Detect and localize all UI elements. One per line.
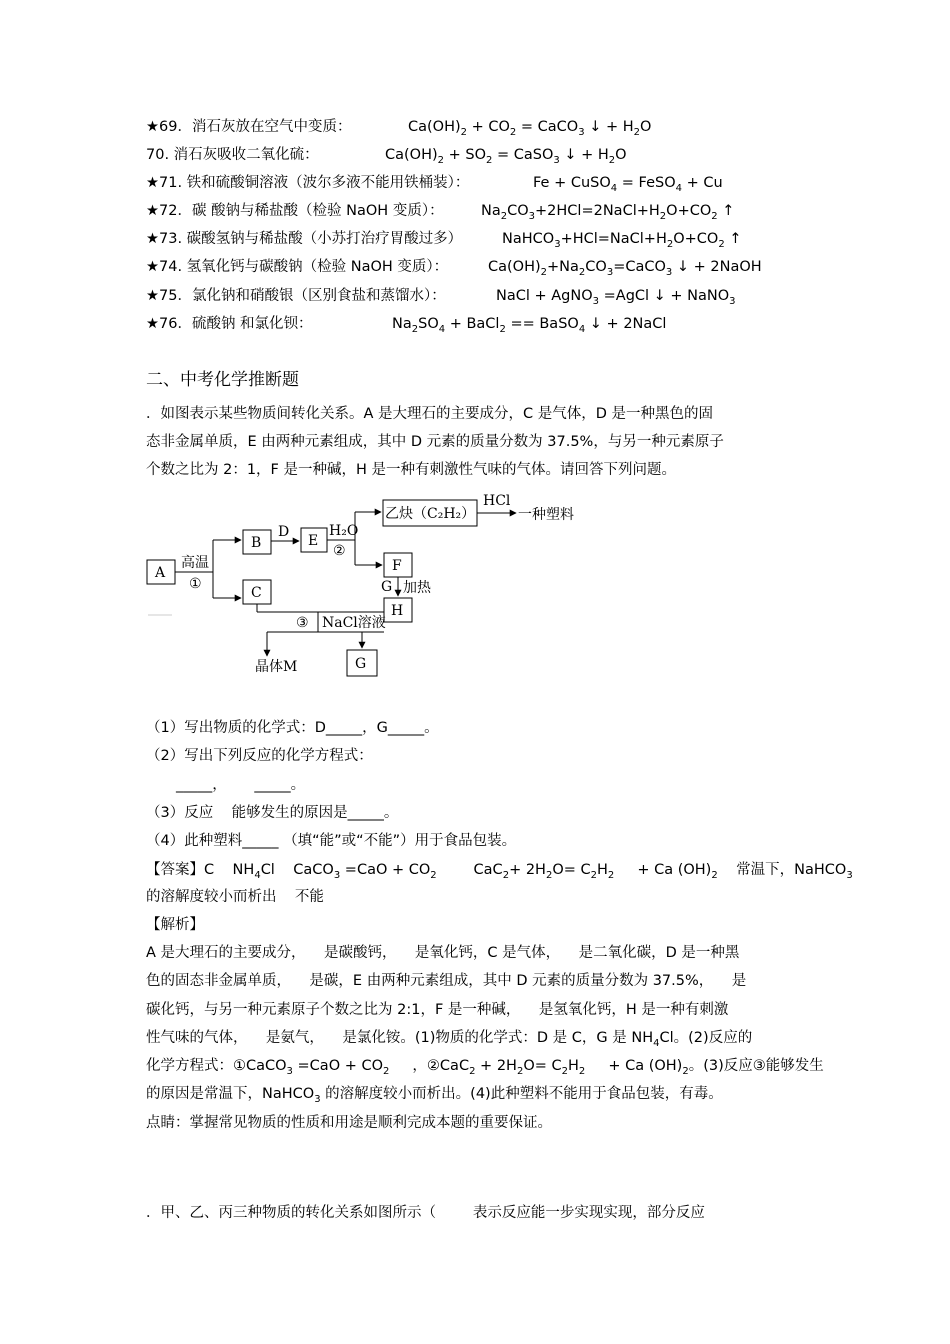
node-g-box: G	[355, 656, 367, 672]
analysis-title: 【解析】	[146, 917, 204, 933]
reaction-equation: $Na_2SO_4$ + BaCl$_2$ == BaSO$_4$ ↓ + 2NaCl	[392, 316, 667, 335]
reaction-label: ★71. 铁和硫酸铜溶液（波尔多液不能用铁桶装）：	[146, 175, 470, 191]
question-line: （1）写出物质的化学式：D_____，G_____。	[146, 720, 439, 736]
label-plastic: 一种塑料	[518, 507, 574, 523]
node-h: H	[391, 603, 404, 619]
reaction-label: ★73. 碳酸氢钠与稀盐酸（小苏打治疗胃酸过多）	[146, 231, 463, 247]
node-g-label: G	[381, 579, 393, 595]
reaction-equation: $Ca(OH)_2 + CO_2$ = CaCO$_3$ ↓ + $H_2O$	[408, 119, 652, 138]
node-b: B	[251, 535, 262, 551]
answer-line: 【答案】C $NH_4Cl$ CaCO$_3$ $=CaO + CO_2$ $CaC_2+ 2H_2O= C_2H_2$ + Ca $(OH)_2$ 常温下，NaHCO$_3$	[146, 862, 853, 881]
problem2-intro: ．甲、乙、丙三种物质的转化关系如图所示（ 表示反应能一步实现实现，部分反应	[146, 1205, 705, 1221]
reaction-label: ★69．消石灰放在空气中变质：	[146, 119, 352, 135]
reaction-label: 70. 消石灰吸收二氧化硫：	[146, 147, 319, 163]
reaction-equation: $Ca(OH)_2+Na_2CO_3=CaCO_3$ ↓ + 2NaOH	[488, 259, 762, 278]
node-d-label: D	[278, 524, 290, 540]
reaction-label: ★75．氯化钠和硝酸银（区别食盐和蒸馏水）：	[146, 288, 446, 304]
label-heat: 加热	[403, 580, 431, 596]
reaction-equation: $Ca(OH)_2 + SO_2$ = CaSO$_3$ ↓ + $H_2O$	[385, 147, 627, 166]
reaction-label: ★74. 氢氧化钙与碳酸钠（检验 NaOH 变质）：	[146, 259, 449, 275]
label-h2o: H₂O	[329, 523, 359, 539]
question-line: （4）此种塑料_____ （填“能”或“不能”）用于食品包装。	[146, 833, 517, 849]
node-f: F	[392, 558, 402, 574]
label-circle2: ②	[333, 543, 346, 559]
intro-line: 个数之比为 2：1，F 是一种碱，H 是一种有刺激性气味的气体。请回答下列问题。	[146, 462, 677, 478]
label-hcl: HCl	[483, 493, 511, 509]
reaction-equation: $NaHCO_3+HCl=NaCl+H_2O+CO_2$ ↑	[502, 231, 742, 250]
node-e: E	[308, 533, 319, 549]
label-gaowen: 高温	[181, 555, 209, 571]
label-circle3: ③	[296, 615, 309, 631]
question-line: （2）写出下列反应的化学方程式：	[146, 748, 373, 764]
label-crystal: 晶体M	[255, 659, 298, 675]
reaction-label: ★72．碳 酸钠与稀盐酸（检验 NaOH 变质）：	[146, 203, 444, 219]
label-acetylene: 乙炔（C₂H₂）	[385, 506, 476, 522]
node-c: C	[251, 585, 262, 601]
intro-line: ．如图表示某些物质间转化关系。A 是大理石的主要成分，C 是气体，D 是一种黑色的固	[146, 406, 714, 422]
node-a: A	[155, 565, 166, 581]
analysis-line: 点睛：掌握常见物质的性质和用途是顺利完成本题的重要保证。	[146, 1115, 552, 1131]
label-circle1: ①	[189, 576, 202, 592]
intro-line: 态非金属单质，E 由两种元素组成，其中 D 元素的质量分数为 37.5%，与另一种元素原子	[146, 434, 724, 450]
reaction-label: ★76．硫酸钠 和氯化钡：	[146, 316, 313, 332]
reaction-equation: $Na_2CO_3+2HCl=2NaCl+H_2O+CO_2$ ↑	[481, 203, 735, 222]
analysis-line: 的原因是常温下，NaHCO$_3$ 的溶解度较小而析出。(4)此种塑料不能用于食品包装，有毒。	[146, 1086, 723, 1105]
analysis-line: A 是大理石的主要成分， 是碳酸钙， 是氧化钙，C 是气体， 是二氧化碳，D 是一种黑	[146, 945, 740, 961]
analysis-line: 性气味的气体， 是氨气， 是氯化铵。(1)物质的化学式：D 是 C，G 是 $NH_4Cl$。(2)反应的	[146, 1030, 753, 1049]
reaction-equation: NaCl + AgNO$_3$ =AgCl ↓ + NaNO$_3$	[496, 288, 736, 307]
answer-line: 的溶解度较小而析出 不能	[146, 889, 324, 905]
reaction-equation: Fe + CuSO$_4$ = FeSO$_4$ + Cu	[533, 175, 723, 194]
analysis-line: 色的固态非金属单质， 是碳，E 由两种元素组成，其中 D 元素的质量分数为 37.5%， 是	[146, 973, 747, 989]
question-line: （3）反应 能够发生的原因是_____。	[146, 805, 399, 821]
question-line: _____， _____。	[176, 777, 306, 793]
label-nacl: NaCl溶液	[322, 615, 386, 631]
section-title: 二、中考化学推断题	[146, 370, 299, 390]
analysis-line: 化学方程式：①CaCO$_3$ $=CaO + CO_2$ ，②CaC$_2$ + $2H_2O= C_2H_2$ + Ca $(OH)_2$。(3)反应③能够发生	[146, 1058, 824, 1077]
analysis-line: 碳化钙，与另一种元素原子个数之比为 2:1，F 是一种碱， 是氢氧化钙，H 是一种有刺激	[146, 1002, 729, 1018]
